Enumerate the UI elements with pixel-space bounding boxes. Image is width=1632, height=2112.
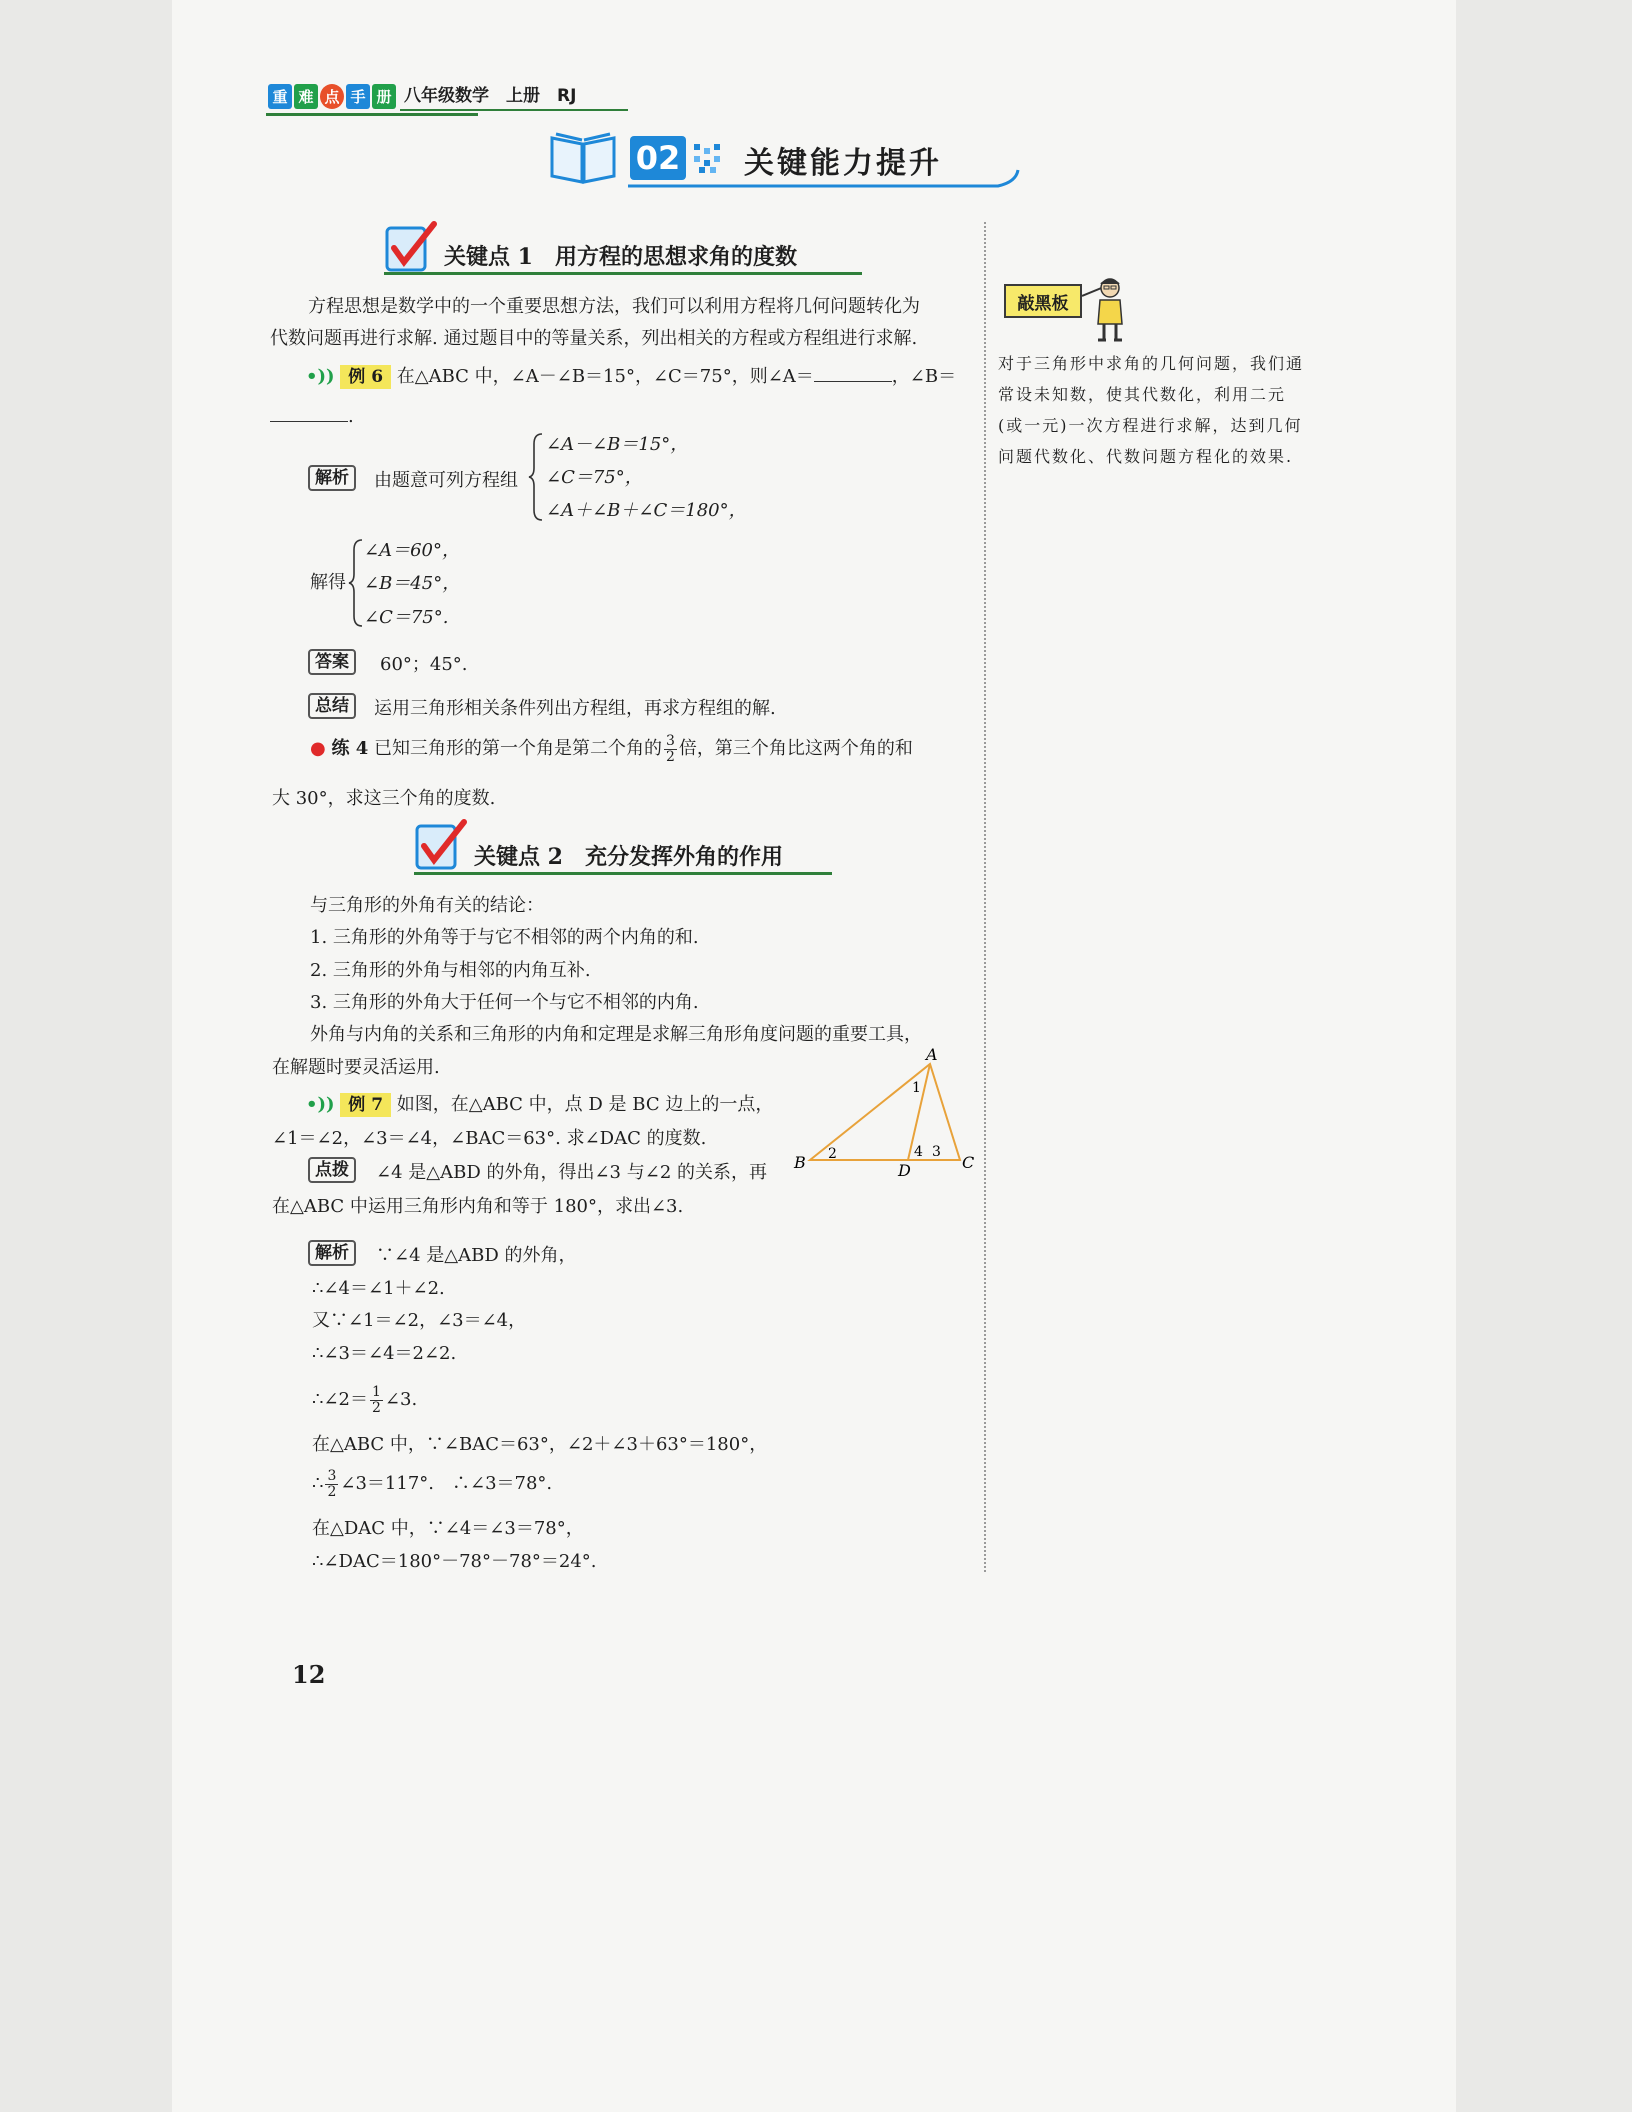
fraction [664, 734, 677, 765]
fraction-denominator: 2 [665, 748, 675, 765]
summary-row [308, 693, 356, 719]
logo-tile: 点 [320, 84, 344, 109]
step-text: ∴ [312, 1473, 324, 1494]
answer-blank [270, 406, 348, 422]
brace-icon [348, 538, 364, 628]
kp1-title: 关键点 1 用方程的思想求角的度数 [444, 244, 797, 270]
answer-blank [814, 366, 892, 382]
kp2-item: 3. 三角形的外角大于任何一个与它不相邻的内角. [310, 992, 699, 1013]
solution-eq: ∠C＝75°. [364, 607, 449, 628]
analysis-lead: 由题意可列方程组 [374, 470, 518, 491]
kp2-title: 关键点 2 充分发挥外角的作用 [474, 844, 783, 870]
analysis-step: ∴∠3＝∠4＝2∠2. [312, 1343, 457, 1364]
example7-line1 [306, 1088, 773, 1121]
open-book-icon [548, 130, 618, 186]
analysis-label-1 [308, 465, 356, 491]
fraction-denominator: 2 [372, 1399, 381, 1416]
system-eq: ∠A－∠B＝15°， [546, 434, 689, 455]
triangle-figure [790, 1048, 980, 1178]
kp2-item: 1. 三角形的外角等于与它不相邻的两个内角的和. [310, 927, 699, 948]
solution-eq: ∠B＝45°， [364, 573, 461, 594]
analysis-label: 解析 [308, 465, 356, 491]
vertex-label-b: B [794, 1153, 806, 1172]
fraction [370, 1385, 383, 1416]
step-text: ∠3＝117°. ∴∠3＝78°. [340, 1473, 553, 1494]
pin-icon: ● [310, 738, 326, 759]
page-number: 12 [292, 1660, 326, 1689]
angle-label-3: 3 [932, 1144, 941, 1160]
fraction-denominator: 2 [327, 1483, 337, 1500]
kp1-rule [384, 272, 862, 275]
summary-label: 总结 [308, 693, 356, 719]
step-text: ∴∠2＝ [312, 1389, 368, 1410]
example7-q-line2: ∠1＝∠2，∠3＝∠4，∠BAC＝63°. 求∠DAC 的度数. [272, 1128, 707, 1149]
point-label-d: D [898, 1161, 911, 1178]
hint-row [308, 1157, 356, 1183]
kp1-intro-line: 方程思想是数学中的一个重要思想方法，我们可以利用方程将几何问题转化为 [308, 296, 920, 317]
logo-tile: 册 [372, 84, 396, 109]
teacher-icon [1092, 276, 1128, 344]
kp2-para-line: 外角与内角的关系和三角形的内角和定理是求解三角形角度问题的重要工具， [310, 1024, 922, 1045]
step-text: ∠3. [384, 1389, 418, 1410]
header-rule [266, 113, 478, 116]
answer-text: 60°；45°. [380, 654, 468, 675]
vertex-label-c: C [962, 1153, 975, 1172]
hint-line: 在△ABC 中运用三角形内角和等于 180°，求出∠3. [272, 1196, 684, 1217]
practice4-line2: 大 30°，求这三个角的度数. [272, 788, 496, 809]
example6-q-part3: . [348, 406, 354, 427]
analysis-step: ∵∠4 是△ABD 的外角， [376, 1245, 577, 1266]
brace-icon [528, 432, 544, 522]
column-divider [984, 222, 986, 1572]
banner-underline [628, 168, 1020, 190]
kp1-intro-line: 代数问题再进行求解. 通过题目中的等量关系，列出相关的方程或方程组进行求解. [270, 328, 918, 349]
fraction [325, 1469, 338, 1500]
example7-q-line1: 如图，在△ABC 中，点 D 是 BC 边上的一点， [396, 1094, 774, 1115]
analysis-step: 又∵∠1＝∠2，∠3＝∠4， [312, 1310, 527, 1331]
kp2-rule [414, 872, 832, 875]
example6-q-part2: ，∠B＝ [891, 366, 957, 387]
analysis-step: 在△DAC 中，∵∠4＝∠3＝78°， [312, 1518, 584, 1539]
angle-label-4: 4 [914, 1144, 923, 1160]
fraction-numerator: 3 [327, 1467, 337, 1484]
example6-q-part1: 在△ABC 中，∠A－∠B＝15°，∠C＝75°，则∠A＝ [396, 366, 814, 387]
solve-lead: 解得 [310, 572, 346, 593]
summary-text: 运用三角形相关条件列出方程组，再求方程组的解. [374, 698, 776, 719]
analysis-step [312, 1380, 417, 1420]
angle-label-1: 1 [912, 1080, 921, 1096]
practice4-text: 已知三角形的第一个角是第二个角的 [373, 738, 662, 759]
example7-badge: 例 7 [340, 1093, 391, 1117]
fraction-numerator: 3 [665, 732, 675, 749]
example6-question [306, 360, 956, 393]
solution-eq: ∠A＝60°， [364, 540, 460, 561]
kp2-intro: 与三角形的外角有关的结论： [310, 895, 544, 916]
system-eq: ∠A＋∠B＋∠C＝180°， [546, 500, 747, 521]
practice4-line1 [310, 732, 913, 765]
analysis-step: ∴∠DAC＝180°－78°－78°＝24°. [312, 1551, 597, 1572]
hint-label: 点拨 [308, 1157, 356, 1183]
vertex-label-a: A [926, 1048, 938, 1064]
side-note: 对于三角形中求角的几何问题，我们通常设未知数，使其代数化，利用二元(或一元)一次方程进行求解，达到几何问题代数化、代数问题方程化的效果. [998, 354, 1305, 466]
analysis-step [312, 1464, 552, 1504]
section-title: 关键能力提升 [744, 146, 942, 181]
example6-q-cont [270, 400, 354, 433]
checkbox-icon [414, 818, 468, 876]
series-logo [268, 84, 398, 109]
analysis-step: 在△ABC 中，∵∠BAC＝63°，∠2＋∠3＋63°＝180°， [312, 1434, 768, 1455]
example6-badge: 例 6 [340, 365, 391, 389]
analysis-label: 解析 [308, 1240, 356, 1266]
checkbox-icon [384, 220, 438, 278]
speaker-icon: •)) [306, 366, 335, 387]
hint-line: ∠4 是△ABD 的外角，得出∠3 与∠2 的关系，再 [376, 1162, 767, 1183]
answer-row [308, 649, 356, 675]
logo-tile: 手 [346, 84, 370, 109]
practice4-label: 练 4 [331, 738, 369, 759]
speaker-icon: •)) [306, 1094, 335, 1115]
analysis-step: ∴∠4＝∠1＋∠2. [312, 1278, 445, 1299]
answer-label: 答案 [308, 649, 356, 675]
logo-tile: 重 [268, 84, 292, 109]
section-banner [548, 128, 1018, 190]
book-info: 八年级数学 上册 RJ [404, 86, 577, 106]
kp2-item: 2. 三角形的外角与相邻的内角互补. [310, 960, 591, 981]
practice4-text: 倍，第三个角比这两个角的和 [678, 738, 913, 759]
kp2-para-line: 在解题时要灵活运用. [272, 1057, 440, 1078]
section-number: 02 [630, 136, 686, 180]
logo-tile: 难 [294, 84, 318, 109]
fraction-numerator: 1 [372, 1383, 381, 1400]
blackboard-badge: 敲黑板 [1004, 284, 1082, 318]
angle-label-2: 2 [828, 1146, 837, 1162]
analysis-row-2 [308, 1240, 356, 1266]
system-eq: ∠C＝75°， [546, 467, 643, 488]
header-rule [400, 109, 628, 111]
